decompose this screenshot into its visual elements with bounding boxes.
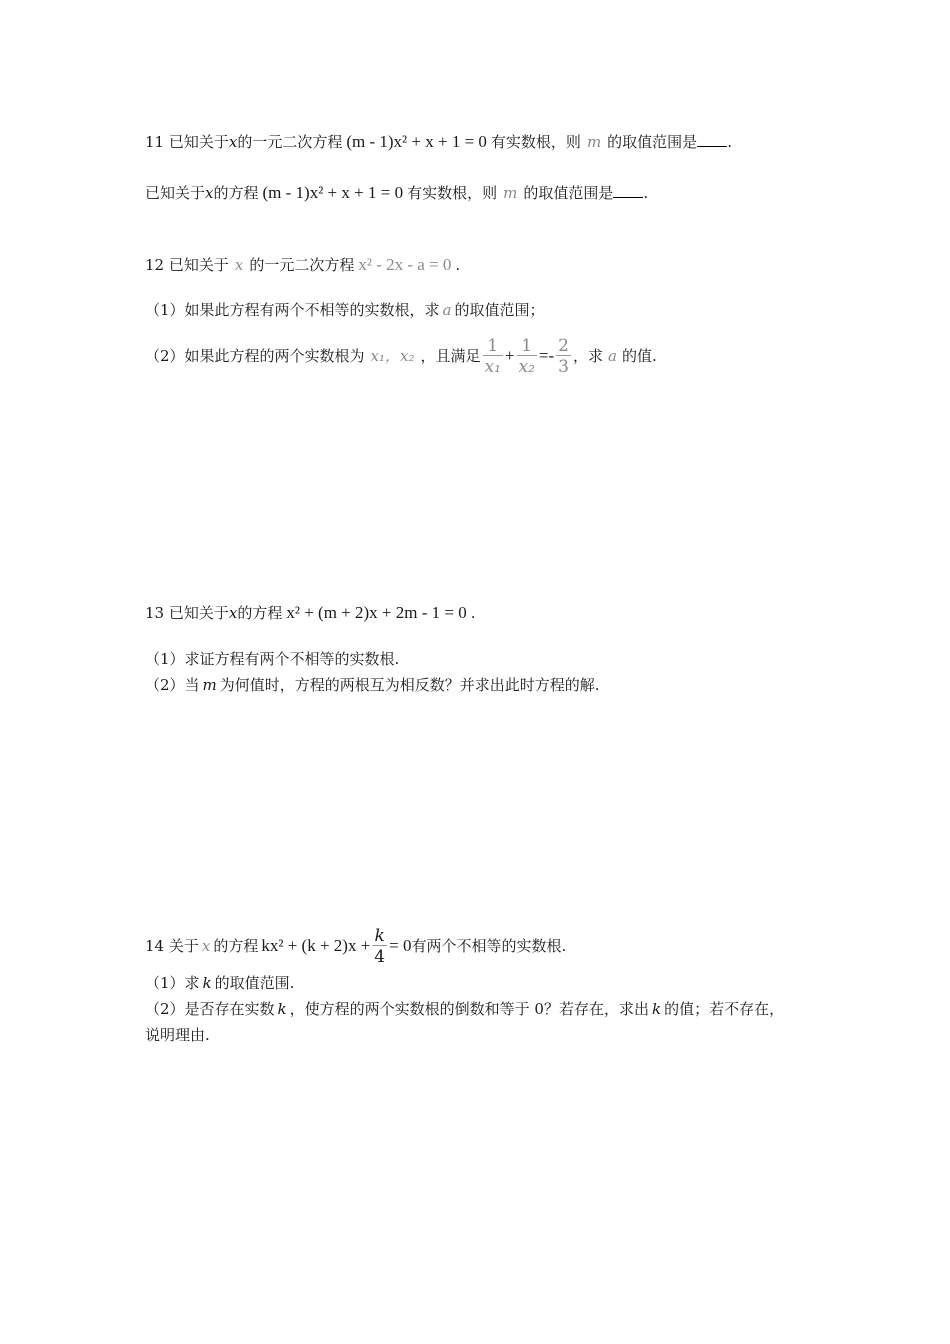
text: （1）如果此方程有两个不相等的实数根，求 (145, 301, 440, 319)
denominator: x₂ (518, 357, 535, 377)
text: 12 已知关于 (145, 256, 229, 274)
denominator: x₁ (484, 357, 501, 377)
q11-line2 (145, 183, 648, 201)
text: ，使方程的两个实数根的倒数和等于 0？若存在，求出 (289, 1000, 649, 1018)
q13-part1 (145, 652, 399, 667)
equation: x² - 2x - a = 0 (358, 255, 452, 274)
denominator: 4 (374, 947, 386, 967)
var: m (586, 133, 602, 151)
var: k (202, 974, 212, 992)
text: （2）当 (145, 676, 200, 694)
text: 的方程 (213, 937, 259, 955)
var: a (608, 347, 617, 365)
text: （2）如果此方程的两个实数根为 (145, 347, 365, 365)
text: 有实数根，则 (407, 184, 498, 202)
answer-blank (697, 132, 727, 147)
denominator: 3 (558, 357, 569, 377)
var: x (205, 184, 214, 202)
q14-part2-cont (145, 1028, 210, 1043)
equation: (m - 1)x² + x + 1 = 0 (262, 183, 404, 202)
text: . (643, 184, 649, 202)
text: 的取值范围. (214, 974, 295, 992)
text: 11 已知关于 (145, 133, 229, 151)
text: （1）求证方程有两个不相等的实数根. (145, 650, 400, 668)
q13-stem (145, 604, 476, 621)
q12-part2 (145, 338, 657, 376)
text: （2）是否存在实数 (145, 1000, 275, 1018)
text: 的一元二次方程 (237, 133, 343, 151)
text: 的一元二次方程 (249, 256, 355, 274)
q14-part2 (145, 1002, 784, 1017)
q12-part1 (145, 303, 545, 318)
text: 的取值范围是 (607, 133, 698, 151)
operator: + (504, 346, 515, 365)
q12-stem (145, 256, 460, 273)
numerator: 1 (487, 336, 499, 356)
text: ，且满足 (420, 347, 481, 365)
text: 14 关于 (145, 937, 199, 955)
text: 的值. (621, 347, 657, 365)
q13-part2 (145, 678, 600, 693)
var: m (202, 676, 217, 694)
roots: x₁，x₂ (370, 347, 415, 365)
numerator: 2 (558, 336, 569, 356)
equation: x² + (m + 2)x + 2m - 1 = 0 (286, 603, 467, 622)
numerator: k (374, 926, 385, 946)
text: 的值；若不存在， (664, 1000, 785, 1018)
text: 有两个不相等的实数根. (411, 937, 567, 955)
var: a (442, 301, 452, 319)
text: 的取值范围是 (523, 184, 614, 202)
equation: = 0 (389, 936, 412, 955)
q14-stem (145, 928, 566, 966)
q14-part1 (145, 976, 294, 991)
text: . (470, 604, 476, 622)
fraction (556, 338, 571, 376)
text: 已知关于 (145, 184, 206, 202)
var: x (228, 133, 238, 151)
text: 的方程 (213, 184, 259, 202)
text: 的取值范围； (454, 301, 545, 319)
answer-blank (613, 183, 643, 198)
var: x (201, 937, 211, 955)
var: k (651, 1000, 662, 1018)
var: m (503, 184, 518, 202)
var: k (277, 1000, 287, 1018)
text: 13 已知关于 (145, 604, 229, 622)
text: 为何值时，方程的两根互为相反数？并求出此时方程的解. (219, 676, 600, 694)
text: 的方程 (237, 604, 283, 622)
text: . (455, 256, 461, 274)
fraction (483, 338, 503, 376)
text: . (727, 133, 732, 151)
text: ，求 (573, 347, 604, 365)
text: （1）求 (145, 974, 200, 992)
var: x (228, 604, 238, 622)
q11-line1 (145, 132, 732, 150)
text: 说明理由. (145, 1026, 210, 1044)
fraction (517, 338, 537, 376)
operator: =- (538, 346, 555, 365)
var: x (234, 256, 244, 274)
numerator: 1 (521, 336, 533, 356)
equation: kx² + (k + 2)x + (261, 936, 371, 955)
equation: (m - 1)x² + x + 1 = 0 (346, 132, 487, 151)
text: 有实数根，则 (490, 133, 581, 151)
fraction (372, 928, 387, 966)
